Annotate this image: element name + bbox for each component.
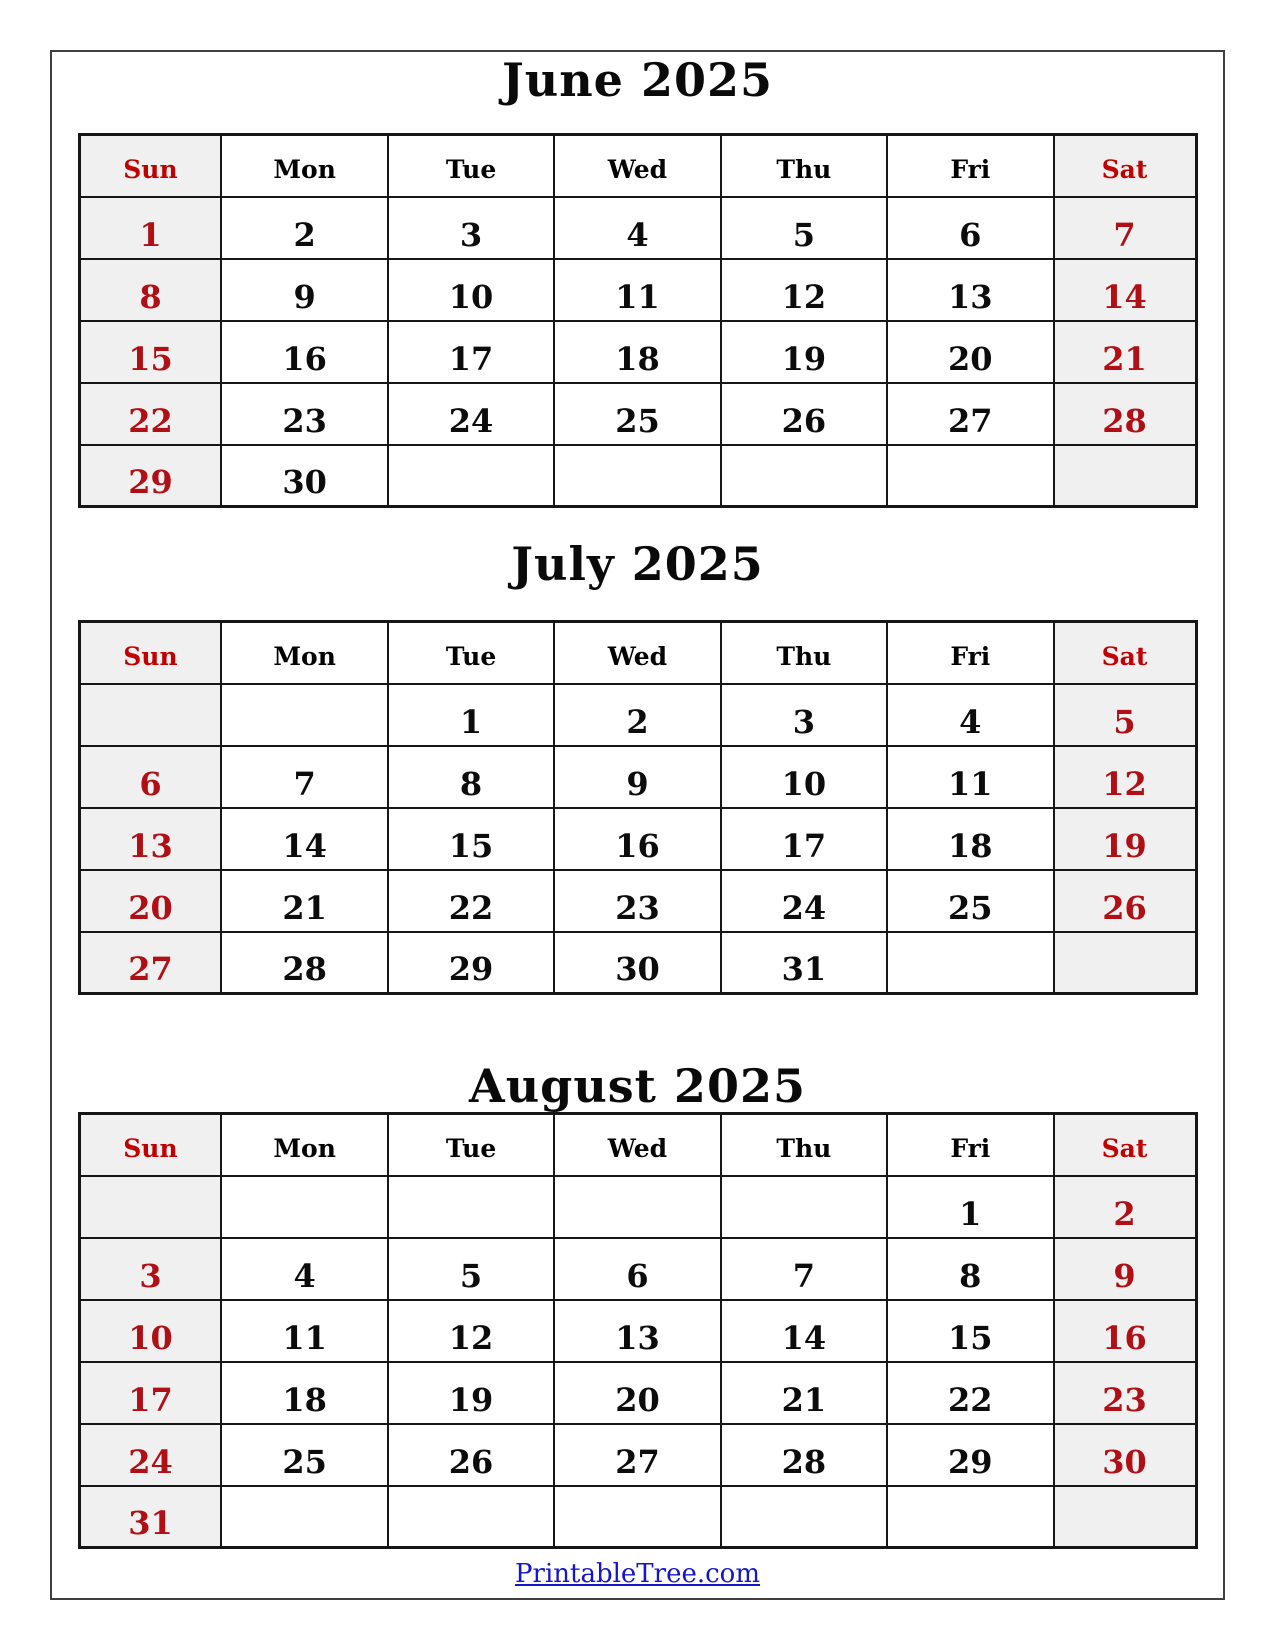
day-cell bbox=[721, 1486, 887, 1548]
month-section bbox=[52, 508, 1223, 995]
day-cell bbox=[79, 1176, 221, 1238]
day-cell: 21 bbox=[721, 1362, 887, 1424]
day-cell: 16 bbox=[554, 808, 720, 870]
day-cell bbox=[79, 684, 221, 746]
day-cell: 12 bbox=[721, 259, 887, 321]
day-cell: 10 bbox=[721, 746, 887, 808]
day-cell: 14 bbox=[221, 808, 387, 870]
weekday-header: Tue bbox=[388, 1114, 554, 1176]
day-cell: 19 bbox=[388, 1362, 554, 1424]
day-cell: 26 bbox=[1054, 870, 1196, 932]
weekday-header-row bbox=[79, 1114, 1196, 1176]
weekday-header: Mon bbox=[221, 135, 387, 197]
day-cell: 29 bbox=[887, 1424, 1053, 1486]
day-cell: 12 bbox=[388, 1300, 554, 1362]
day-cell: 24 bbox=[388, 383, 554, 445]
day-cell: 9 bbox=[554, 746, 720, 808]
day-cell: 6 bbox=[79, 746, 221, 808]
day-cell bbox=[887, 932, 1053, 994]
day-cell: 17 bbox=[79, 1362, 221, 1424]
day-cell: 20 bbox=[887, 321, 1053, 383]
day-cell: 4 bbox=[554, 197, 720, 259]
week-row bbox=[79, 1238, 1196, 1300]
day-cell bbox=[554, 445, 720, 507]
day-cell: 7 bbox=[1054, 197, 1196, 259]
day-cell: 21 bbox=[1054, 321, 1196, 383]
weekday-header: Sun bbox=[79, 135, 221, 197]
week-row bbox=[79, 197, 1196, 259]
day-cell: 8 bbox=[79, 259, 221, 321]
day-cell: 25 bbox=[887, 870, 1053, 932]
day-cell: 23 bbox=[221, 383, 387, 445]
day-cell: 2 bbox=[221, 197, 387, 259]
day-cell: 22 bbox=[887, 1362, 1053, 1424]
weekday-header: Tue bbox=[388, 135, 554, 197]
day-cell bbox=[388, 1176, 554, 1238]
day-cell: 14 bbox=[1054, 259, 1196, 321]
day-cell bbox=[221, 684, 387, 746]
day-cell: 23 bbox=[1054, 1362, 1196, 1424]
weekday-header: Sat bbox=[1054, 1114, 1196, 1176]
day-cell: 1 bbox=[887, 1176, 1053, 1238]
month-table bbox=[78, 1112, 1198, 1549]
day-cell: 9 bbox=[221, 259, 387, 321]
calendar-page bbox=[50, 50, 1225, 1600]
day-cell: 20 bbox=[554, 1362, 720, 1424]
day-cell: 20 bbox=[79, 870, 221, 932]
week-row bbox=[79, 1300, 1196, 1362]
day-cell: 9 bbox=[1054, 1238, 1196, 1300]
day-cell: 13 bbox=[887, 259, 1053, 321]
month-title: June 2025 bbox=[502, 53, 773, 107]
day-cell bbox=[554, 1176, 720, 1238]
weekday-header-row bbox=[79, 135, 1196, 197]
day-cell: 15 bbox=[887, 1300, 1053, 1362]
weekday-header: Mon bbox=[221, 1114, 387, 1176]
weekday-header: Thu bbox=[721, 135, 887, 197]
day-cell: 18 bbox=[221, 1362, 387, 1424]
day-cell: 30 bbox=[1054, 1424, 1196, 1486]
day-cell: 6 bbox=[887, 197, 1053, 259]
months-container bbox=[52, 52, 1223, 1549]
day-cell: 25 bbox=[554, 383, 720, 445]
day-cell: 3 bbox=[721, 684, 887, 746]
day-cell bbox=[1054, 1486, 1196, 1548]
day-cell: 4 bbox=[221, 1238, 387, 1300]
day-cell: 7 bbox=[221, 746, 387, 808]
week-row bbox=[79, 932, 1196, 994]
day-cell: 5 bbox=[721, 197, 887, 259]
day-cell bbox=[388, 1486, 554, 1548]
day-cell: 1 bbox=[388, 684, 554, 746]
day-cell bbox=[388, 445, 554, 507]
weekday-header: Thu bbox=[721, 1114, 887, 1176]
day-cell: 23 bbox=[554, 870, 720, 932]
day-cell: 11 bbox=[221, 1300, 387, 1362]
month-title: August 2025 bbox=[469, 1058, 806, 1113]
day-cell bbox=[887, 1486, 1053, 1548]
day-cell: 15 bbox=[79, 321, 221, 383]
day-cell: 26 bbox=[721, 383, 887, 445]
day-cell: 2 bbox=[554, 684, 720, 746]
week-row bbox=[79, 383, 1196, 445]
day-cell bbox=[721, 1176, 887, 1238]
week-row bbox=[79, 684, 1196, 746]
weekday-header: Sun bbox=[79, 622, 221, 684]
day-cell: 6 bbox=[554, 1238, 720, 1300]
day-cell: 5 bbox=[388, 1238, 554, 1300]
day-cell: 15 bbox=[388, 808, 554, 870]
weekday-header: Fri bbox=[887, 135, 1053, 197]
day-cell: 30 bbox=[221, 445, 387, 507]
month-table bbox=[78, 620, 1198, 995]
month-section bbox=[52, 52, 1223, 508]
month-title: July 2025 bbox=[511, 536, 764, 591]
day-cell: 8 bbox=[887, 1238, 1053, 1300]
day-cell: 25 bbox=[221, 1424, 387, 1486]
weekday-header: Wed bbox=[554, 1114, 720, 1176]
day-cell: 17 bbox=[721, 808, 887, 870]
day-cell: 1 bbox=[79, 197, 221, 259]
day-cell: 13 bbox=[79, 808, 221, 870]
day-cell: 26 bbox=[388, 1424, 554, 1486]
day-cell: 7 bbox=[721, 1238, 887, 1300]
day-cell: 31 bbox=[79, 1486, 221, 1548]
month-section bbox=[52, 995, 1223, 1549]
day-cell: 28 bbox=[1054, 383, 1196, 445]
printabletree-link[interactable]: PrintableTree.com bbox=[515, 1558, 760, 1589]
weekday-header: Fri bbox=[887, 1114, 1053, 1176]
week-row bbox=[79, 321, 1196, 383]
day-cell: 24 bbox=[79, 1424, 221, 1486]
day-cell: 29 bbox=[79, 445, 221, 507]
week-row bbox=[79, 870, 1196, 932]
day-cell: 17 bbox=[388, 321, 554, 383]
weekday-header: Sat bbox=[1054, 622, 1196, 684]
day-cell: 3 bbox=[79, 1238, 221, 1300]
day-cell: 11 bbox=[554, 259, 720, 321]
week-row bbox=[79, 259, 1196, 321]
day-cell: 10 bbox=[79, 1300, 221, 1362]
day-cell: 21 bbox=[221, 870, 387, 932]
week-row bbox=[79, 445, 1196, 507]
day-cell bbox=[1054, 932, 1196, 994]
week-row bbox=[79, 746, 1196, 808]
day-cell: 12 bbox=[1054, 746, 1196, 808]
day-cell: 16 bbox=[221, 321, 387, 383]
weekday-header: Sun bbox=[79, 1114, 221, 1176]
day-cell: 2 bbox=[1054, 1176, 1196, 1238]
day-cell: 27 bbox=[554, 1424, 720, 1486]
day-cell bbox=[221, 1486, 387, 1548]
day-cell: 14 bbox=[721, 1300, 887, 1362]
day-cell: 27 bbox=[79, 932, 221, 994]
weekday-header: Wed bbox=[554, 622, 720, 684]
weekday-header: Fri bbox=[887, 622, 1053, 684]
day-cell: 22 bbox=[79, 383, 221, 445]
week-row bbox=[79, 1362, 1196, 1424]
day-cell: 13 bbox=[554, 1300, 720, 1362]
page-footer bbox=[52, 1549, 1223, 1598]
day-cell: 30 bbox=[554, 932, 720, 994]
day-cell: 22 bbox=[388, 870, 554, 932]
day-cell: 5 bbox=[1054, 684, 1196, 746]
day-cell: 4 bbox=[887, 684, 1053, 746]
weekday-header-row bbox=[79, 622, 1196, 684]
day-cell: 10 bbox=[388, 259, 554, 321]
day-cell: 31 bbox=[721, 932, 887, 994]
day-cell bbox=[721, 445, 887, 507]
weekday-header: Sat bbox=[1054, 135, 1196, 197]
weekday-header: Tue bbox=[388, 622, 554, 684]
day-cell: 8 bbox=[388, 746, 554, 808]
day-cell: 3 bbox=[388, 197, 554, 259]
day-cell bbox=[554, 1486, 720, 1548]
day-cell: 28 bbox=[221, 932, 387, 994]
week-row bbox=[79, 1486, 1196, 1548]
day-cell bbox=[221, 1176, 387, 1238]
weekday-header: Thu bbox=[721, 622, 887, 684]
day-cell: 29 bbox=[388, 932, 554, 994]
week-row bbox=[79, 1176, 1196, 1238]
week-row bbox=[79, 1424, 1196, 1486]
day-cell: 24 bbox=[721, 870, 887, 932]
day-cell: 18 bbox=[554, 321, 720, 383]
day-cell: 27 bbox=[887, 383, 1053, 445]
day-cell bbox=[887, 445, 1053, 507]
day-cell: 16 bbox=[1054, 1300, 1196, 1362]
weekday-header: Mon bbox=[221, 622, 387, 684]
day-cell: 19 bbox=[1054, 808, 1196, 870]
day-cell: 11 bbox=[887, 746, 1053, 808]
week-row bbox=[79, 808, 1196, 870]
month-table bbox=[78, 133, 1198, 508]
weekday-header: Wed bbox=[554, 135, 720, 197]
day-cell: 19 bbox=[721, 321, 887, 383]
day-cell: 18 bbox=[887, 808, 1053, 870]
day-cell bbox=[1054, 445, 1196, 507]
day-cell: 28 bbox=[721, 1424, 887, 1486]
